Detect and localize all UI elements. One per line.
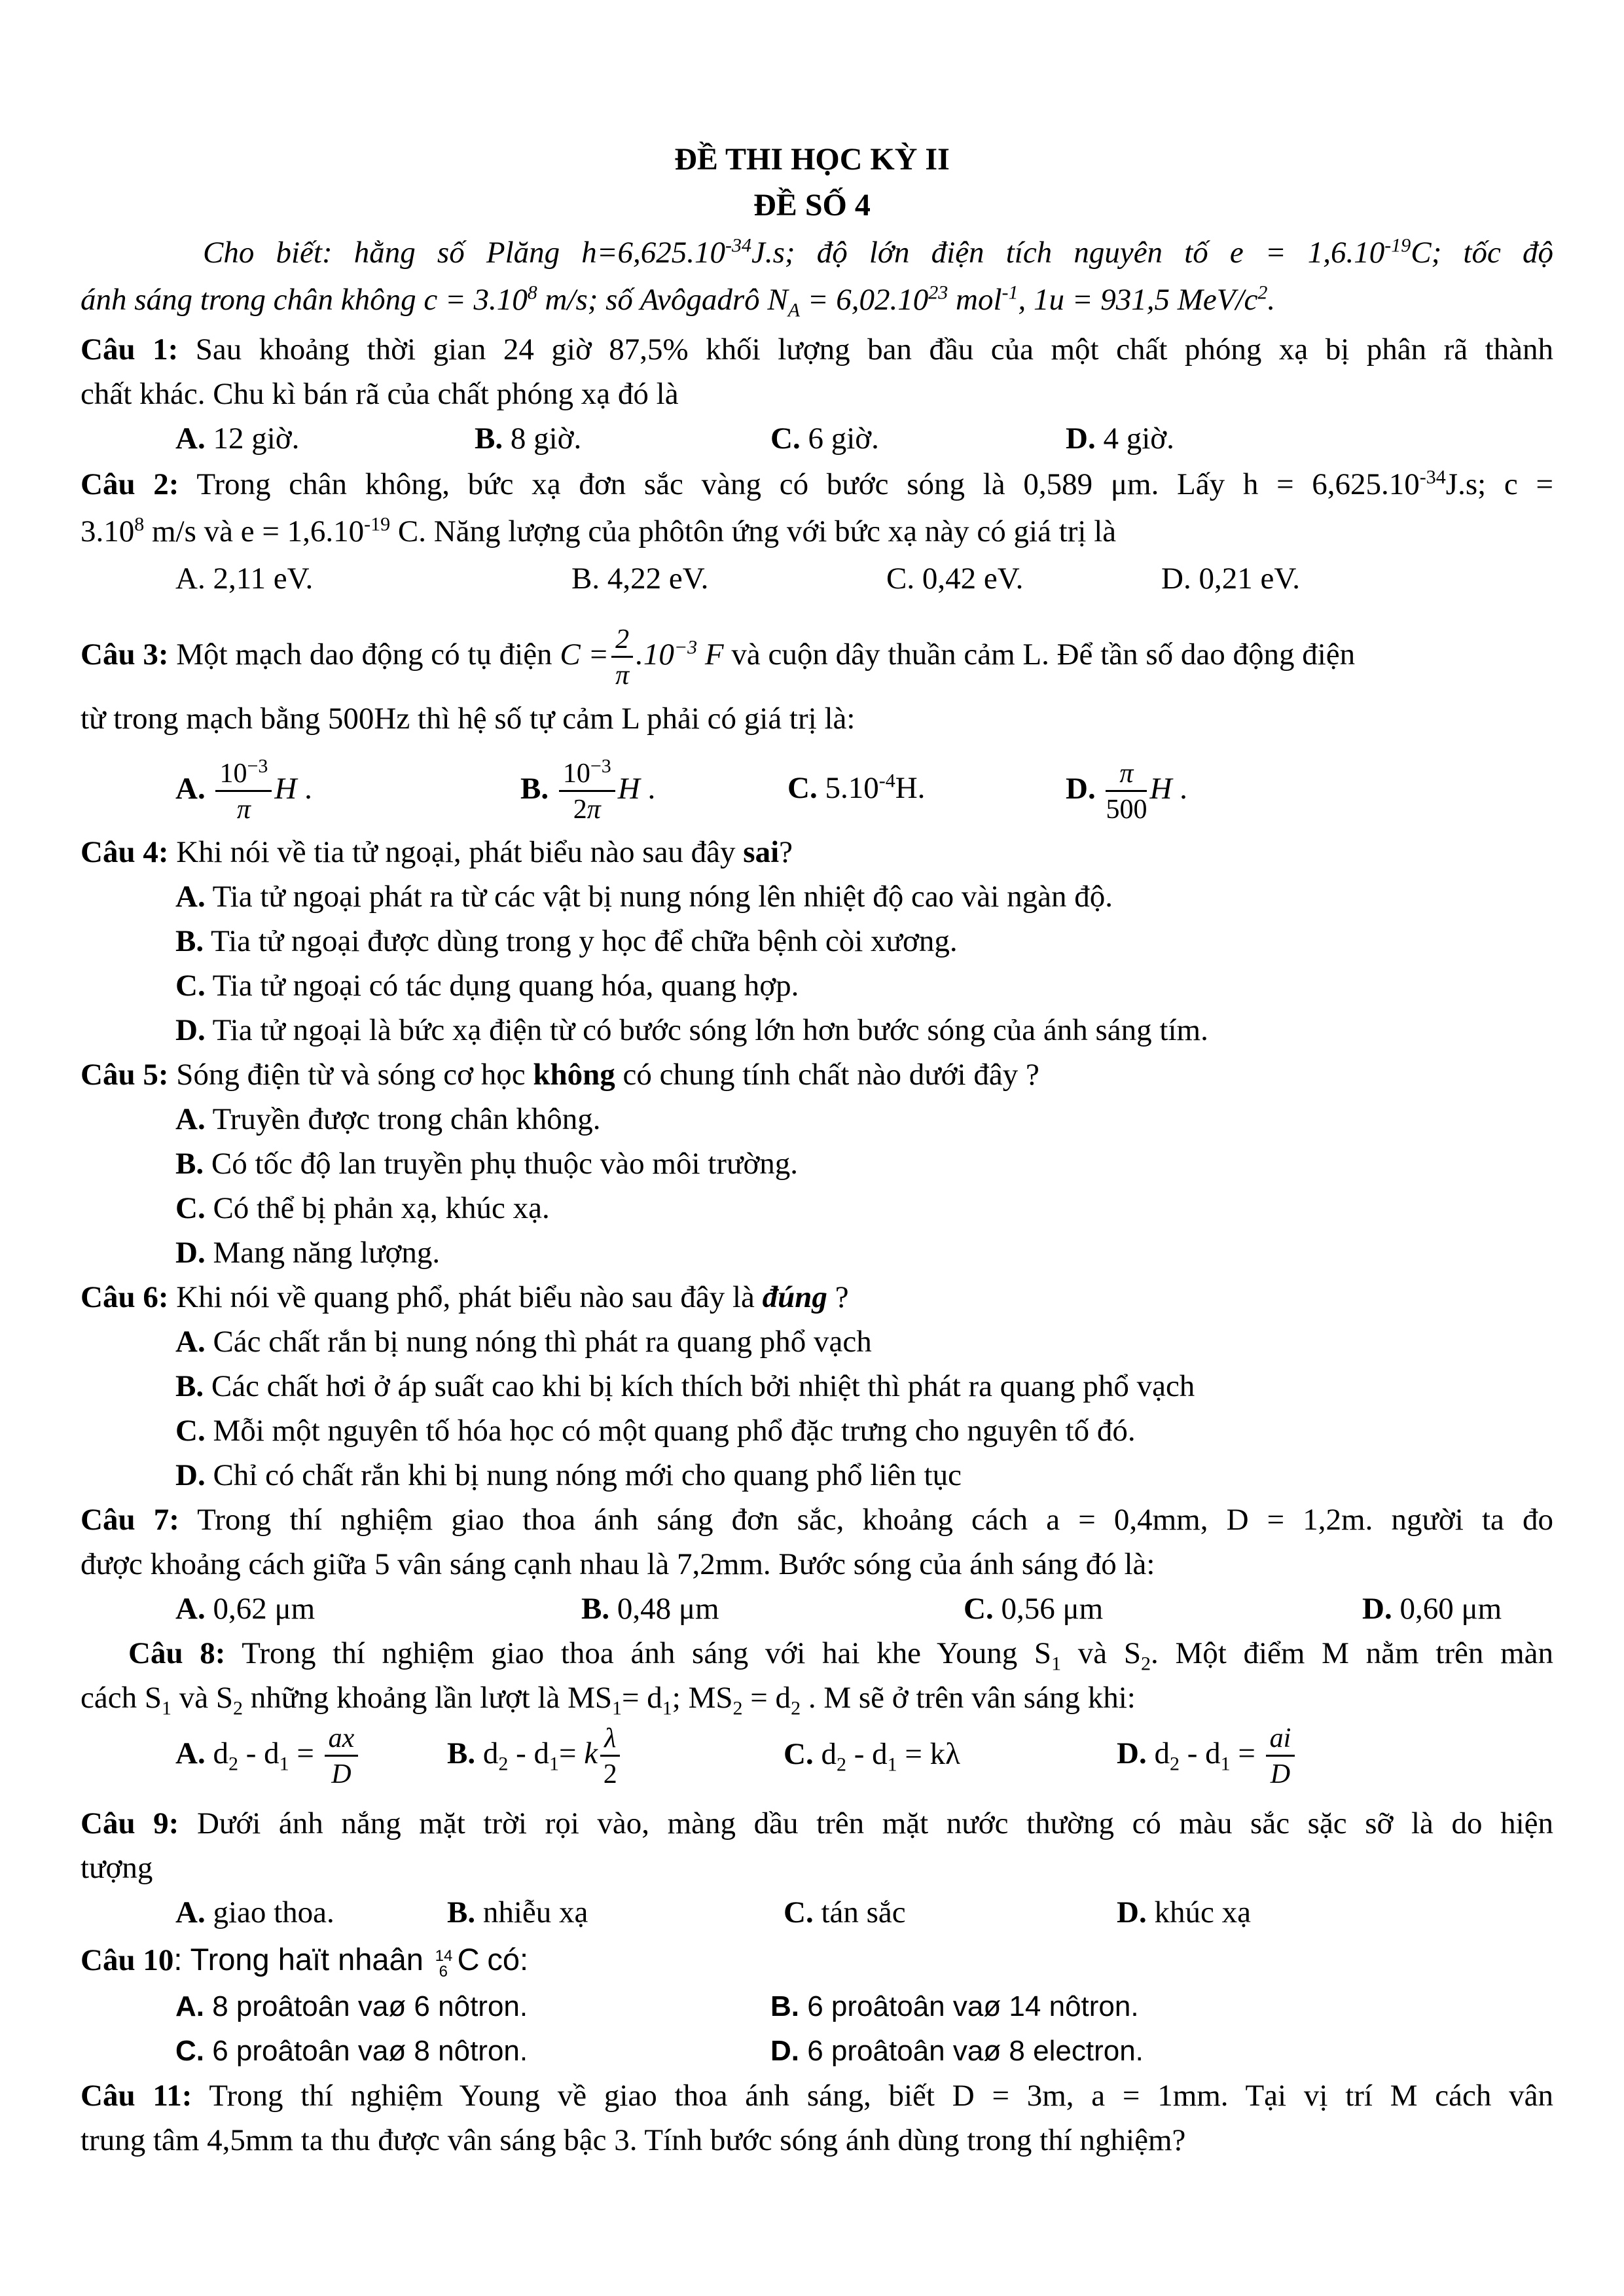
- question-7: Câu 7: Trong thí nghiệm giao thoa ánh sáng đơn sắc, khoảng cách a = 0,4mm, D = 1,2m. người ta đo: [81, 1503, 1553, 1537]
- q2-option-d[interactable]: D. 0,21 eV.: [1161, 562, 1300, 596]
- question-6: Câu 6: Khi nói về quang phổ, phát biểu nào sau đây là đúng ?: [81, 1280, 849, 1314]
- question-3: Câu 3: Một mạch dao động có tụ điện C = $\frac{2}{\pi}$ $.10^{-3}$ F và cuộn dây thuần cảm L. Để tần số dao động điện: [81, 624, 1356, 691]
- q10-option-b[interactable]: B. 6 proâtoân vaø 14 nôtron.: [770, 1990, 1139, 2022]
- q6-option-a[interactable]: A. Các chất rắn bị nung nóng thì phát ra quang phổ vạch: [175, 1325, 872, 1359]
- q8-option-b[interactable]: B. $d_2 - d_1= k$ $\frac{\lambda}{2}$: [447, 1717, 623, 1789]
- q10-option-d[interactable]: D. 6 proâtoân vaø 8 electron.: [770, 2035, 1144, 2067]
- q5-option-b[interactable]: B. Có tốc độ lan truyền phụ thuộc vào môi trường.: [175, 1147, 799, 1181]
- q10-option-c[interactable]: C. 6 proâtoân vaø 8 nôtron.: [175, 2035, 528, 2067]
- q1-option-b[interactable]: B. 8 giờ.: [475, 422, 582, 456]
- question-11-line-2: trung tâm 4,5mm ta thu được vân sáng bậc 3. Tính bước sóng ánh dùng trong thí nghiệm?: [81, 2123, 1186, 2157]
- q5-option-d[interactable]: D. Mang năng lượng.: [175, 1236, 441, 1270]
- q1-option-d[interactable]: D. 4 giờ.: [1066, 422, 1174, 456]
- constants-line-1: Cho biết: hằng số Plăng $h=6,625.10^{-34}J.s$; độ lớn điện tích nguyên tố $e = 1,6.10^{-19}C$; tốc độ: [203, 234, 1553, 270]
- q1-option-c[interactable]: C. 6 giờ.: [770, 422, 879, 456]
- question-1-line-2: chất khác. Chu kì bán rã của chất phóng xạ đó là: [81, 377, 679, 411]
- question-8: Câu 8: Trong thí nghiệm giao thoa ánh sáng với hai khe Young $S_1$ và $S_2$. Một điểm M nằm trên màn: [128, 1636, 1554, 1675]
- q3-option-b[interactable]: B. $\frac{10^{-3}}{2\pi}$ H .: [520, 755, 656, 825]
- q7-option-c[interactable]: C. 0,56 μm: [964, 1592, 1104, 1626]
- carbon-14-isotope: 14 6: [435, 1947, 453, 1981]
- q9-option-b[interactable]: B. nhiễu xạ: [447, 1895, 588, 1929]
- q4-option-a[interactable]: A. Tia tử ngoại phát ra từ các vật bị nung nóng lên nhiệt độ cao vài ngàn độ.: [175, 880, 1113, 914]
- q9-option-a[interactable]: A. giao thoa.: [175, 1895, 334, 1929]
- question-9-line-2: tượng: [81, 1851, 153, 1885]
- question-9: Câu 9: Dưới ánh nắng mặt trời rọi vào, màng dầu trên mặt nước thường có màu sắc sặc sỡ là do hiện: [81, 1806, 1554, 1840]
- q10-option-a[interactable]: A. 8 proâtoân vaø 6 nôtron.: [175, 1990, 528, 2022]
- exam-title: ĐỀ THI HỌC KỲ II: [674, 142, 950, 177]
- q4-option-c[interactable]: C. Tia tử ngoại có tác dụng quang hóa, quang hợp.: [175, 969, 799, 1003]
- q3-option-c[interactable]: C. $5.10^{-4}H$.: [787, 770, 926, 805]
- q7-option-a[interactable]: A. 0,62 μm: [175, 1592, 316, 1626]
- q7-option-d[interactable]: D. 0,60 μm: [1362, 1592, 1502, 1626]
- question-10: Câu 10: Trong haït nhaân 14 6 C có:: [81, 1942, 529, 1981]
- q6-option-c[interactable]: C. Mỗi một nguyên tố hóa học có một quang phổ đặc trưng cho nguyên tố đó.: [175, 1414, 1136, 1448]
- q2-option-b[interactable]: B. 4,22 eV.: [571, 562, 709, 596]
- q8-option-d[interactable]: D. $d_2 - d_1$ = $\frac{ai}{D}$: [1117, 1717, 1297, 1789]
- exam-subtitle: ĐỀ SỐ 4: [753, 188, 871, 223]
- q8-option-a[interactable]: A. $d_2 - d_1$ = $\frac{ax}{D}$: [175, 1717, 361, 1789]
- question-2: Câu 2: Trong chân không, bức xạ đơn sắc vàng có bước sóng là 0,589 μm. Lấy $h = 6,625.10^{-34}J.s$; c =: [81, 466, 1553, 501]
- q1-option-a[interactable]: A. 12 giờ.: [175, 422, 300, 456]
- question-3-line-2: từ trong mạch bằng 500Hz thì hệ số tự cảm L phải có giá trị là:: [81, 702, 856, 736]
- q2-option-a[interactable]: A. 2,11 eV.: [175, 562, 314, 596]
- constants-line-2: ánh sáng trong chân không $c = 3.10^8$ m/s; số Avôgadrô $N_A = 6,02.10^{23}$ mol$^{-1}$, 1u = 931,5 MeV/$c^2$.: [81, 281, 1276, 321]
- question-2-line-2: 3.10$^8$ m/s và $e = 1,6.10^{-19}$ C. Năng lượng của phôtôn ứng với bức xạ này có giá trị là: [81, 513, 1117, 548]
- capacitor-formula: C = $\frac{2}{\pi}$ $.10^{-3}$ F: [560, 624, 724, 691]
- q8-option-c[interactable]: C. $d_2 - d_1 = k\lambda$: [784, 1737, 960, 1776]
- question-7-line-2: được khoảng cách giữa 5 vân sáng cạnh nhau là 7,2mm. Bước sóng của ánh sáng đó là:: [81, 1547, 1155, 1581]
- q3-option-d[interactable]: D. $\frac{\pi}{500}$ H .: [1066, 758, 1187, 825]
- question-1: Câu 1: Sau khoảng thời gian 24 giờ 87,5% khối lượng ban đầu của một chất phóng xạ bị phân rã thành: [81, 332, 1554, 367]
- q4-option-d[interactable]: D. Tia tử ngoại là bức xạ điện từ có bước sóng lớn hơn bước sóng của ánh sáng tím.: [175, 1013, 1208, 1047]
- q3-option-a[interactable]: A. $\frac{10^{-3}}{\pi}$ H .: [175, 755, 312, 825]
- question-4: Câu 4: Khi nói về tia tử ngoại, phát biểu nào sau đây sai?: [81, 835, 793, 869]
- q5-option-c[interactable]: C. Có thể bị phản xạ, khúc xạ.: [175, 1191, 550, 1225]
- question-11: Câu 11: Trong thí nghiệm Young về giao thoa ánh sáng, biết D = 3m, a = 1mm. Tại vị trí M cách vân: [81, 2079, 1553, 2113]
- q7-option-b[interactable]: B. 0,48 μm: [581, 1592, 719, 1626]
- q6-option-d[interactable]: D. Chỉ có chất rắn khi bị nung nóng mới cho quang phổ liên tục: [175, 1458, 962, 1492]
- q5-option-a[interactable]: A. Truyền được trong chân không.: [175, 1102, 601, 1136]
- q4-option-b[interactable]: B. Tia tử ngoại được dùng trong y học để chữa bệnh còi xương.: [175, 924, 958, 958]
- question-5: Câu 5: Sóng điện từ và sóng cơ học không có chung tính chất nào dưới đây ?: [81, 1058, 1039, 1092]
- q6-option-b[interactable]: B. Các chất hơi ở áp suất cao khi bị kích thích bởi nhiệt thì phát ra quang phổ vạch: [175, 1369, 1195, 1403]
- q2-option-c[interactable]: C. 0,42 eV.: [886, 562, 1024, 596]
- q9-option-d[interactable]: D. khúc xạ: [1117, 1895, 1251, 1929]
- q9-option-c[interactable]: C. tán sắc: [784, 1895, 906, 1929]
- question-8-line-2: cách $S_1$ và $S_2$ những khoảng lần lượt là $MS_1= d_1$; $MS_2 = d_2$ . M sẽ ở trên vân sáng khi:: [81, 1681, 1136, 1719]
